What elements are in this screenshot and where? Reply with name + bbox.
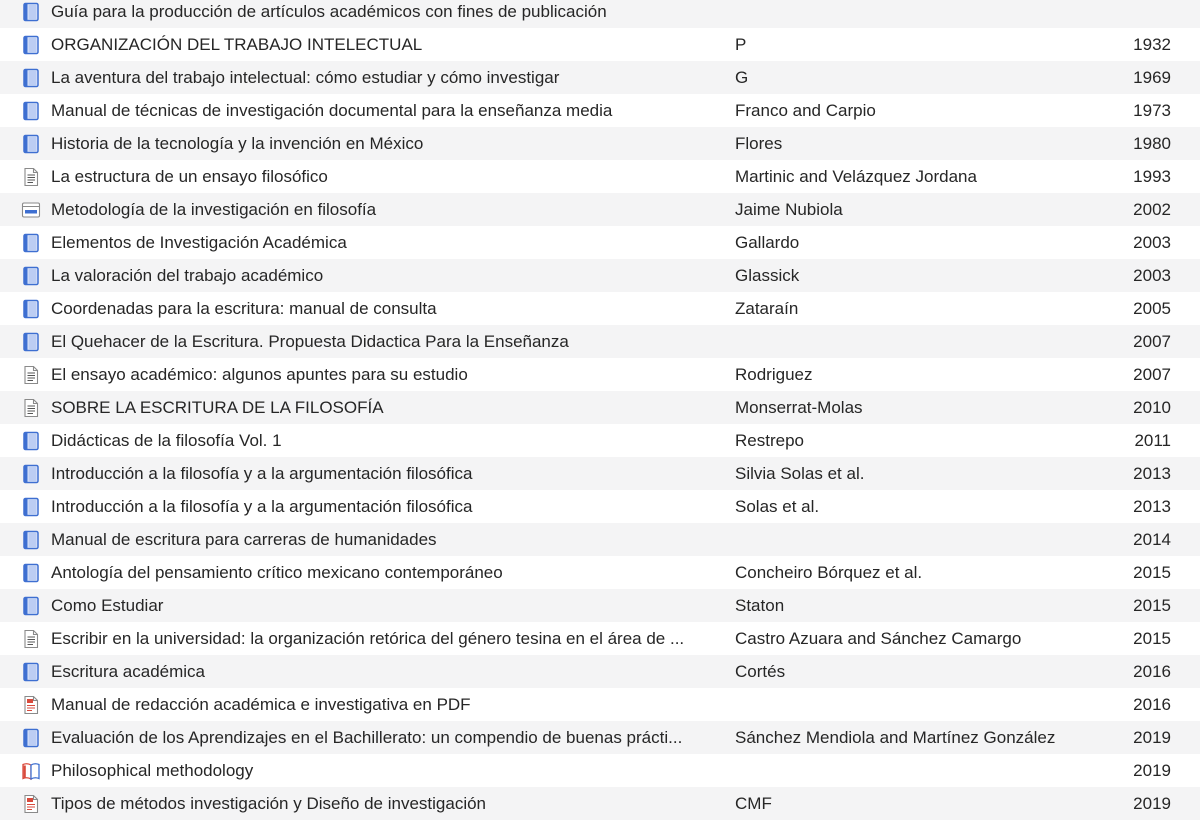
item-creator: Monserrat-Molas (735, 397, 863, 417)
item-year: 2003 (1133, 232, 1171, 252)
list-item[interactable] (0, 226, 1200, 259)
item-year: 2011 (1134, 430, 1171, 450)
item-title: Manual de redacción académica e investigativa en PDF (51, 694, 471, 714)
item-year: 2013 (1133, 463, 1171, 483)
book-icon (21, 233, 41, 253)
item-year: 2016 (1133, 694, 1171, 714)
item-title: Elementos de Investigación Académica (51, 232, 347, 252)
item-creator: CMF (735, 793, 772, 813)
item-creator: Restrepo (735, 430, 804, 450)
item-title: La estructura de un ensayo filosófico (51, 166, 328, 186)
list-item[interactable] (0, 292, 1200, 325)
item-title: Metodología de la investigación en filosofía (51, 199, 377, 219)
list-item[interactable] (0, 0, 1200, 28)
item-title: Didácticas de la filosofía Vol. 1 (51, 430, 282, 450)
list-item[interactable] (0, 787, 1200, 820)
item-creator: Glassick (735, 265, 800, 285)
list-item[interactable] (0, 589, 1200, 622)
item-creator: P (735, 34, 747, 54)
item-year: 1980 (1133, 133, 1171, 153)
item-creator: Zataraín (735, 298, 799, 318)
book-icon (21, 596, 41, 616)
item-title: Guía para la producción de artículos académicos con fines de publicación (51, 1, 607, 21)
item-creator: Solas et al. (735, 496, 820, 516)
document-icon (21, 365, 41, 385)
item-year: 1969 (1133, 67, 1171, 87)
list-item[interactable] (0, 61, 1200, 94)
item-creator: Gallardo (735, 232, 800, 252)
item-creator: Jaime Nubiola (735, 199, 843, 219)
item-year: 2005 (1133, 298, 1171, 318)
book-icon (21, 35, 41, 55)
book-icon (21, 332, 41, 352)
item-title: Introducción a la filosofía y a la argumentación filosófica (51, 496, 473, 516)
book-icon (21, 563, 41, 583)
list-item[interactable] (0, 457, 1200, 490)
book-icon (21, 134, 41, 154)
item-creator: Staton (735, 595, 785, 615)
list-item[interactable] (0, 193, 1200, 226)
pdf-icon (21, 794, 41, 814)
item-title: La valoración del trabajo académico (51, 265, 324, 285)
item-creator: Sánchez Mendiola and Martínez González (735, 727, 1056, 747)
item-creator: Castro Azuara and Sánchez Camargo (735, 628, 1022, 648)
list-item[interactable] (0, 28, 1200, 61)
item-title: Escribir en la universidad: la organización retórica del género tesina en el área de ... (51, 628, 685, 648)
item-year: 2015 (1133, 562, 1171, 582)
item-creator: Silvia Solas et al. (735, 463, 865, 483)
item-year: 2014 (1133, 529, 1171, 549)
list-item[interactable] (0, 688, 1200, 721)
pdf-icon (21, 695, 41, 715)
item-title: ORGANIZACIÓN DEL TRABAJO INTELECTUAL (51, 34, 423, 54)
list-item[interactable] (0, 754, 1200, 787)
book-section-icon (21, 761, 41, 781)
item-title: Escritura académica (51, 661, 206, 681)
item-creator: Rodriguez (735, 364, 813, 384)
item-title: Historia de la tecnología y la invención en México (51, 133, 424, 153)
webpage-icon (21, 200, 41, 220)
item-year: 2015 (1133, 628, 1171, 648)
book-icon (21, 530, 41, 550)
item-creator: Cortés (735, 661, 786, 681)
list-item[interactable] (0, 391, 1200, 424)
list-item[interactable] (0, 622, 1200, 655)
item-year: 2019 (1133, 793, 1171, 813)
item-title: Introducción a la filosofía y a la argumentación filosófica (51, 463, 473, 483)
book-icon (21, 68, 41, 88)
list-item[interactable] (0, 556, 1200, 589)
item-year: 2007 (1133, 364, 1171, 384)
book-icon (21, 497, 41, 517)
item-title: Tipos de métodos investigación y Diseño de investigación (51, 793, 487, 813)
item-year: 2002 (1133, 199, 1171, 219)
item-creator: G (735, 67, 749, 87)
list-item[interactable] (0, 127, 1200, 160)
item-year: 1993 (1133, 166, 1171, 186)
list-item[interactable] (0, 721, 1200, 754)
list-item[interactable] (0, 523, 1200, 556)
book-icon (21, 266, 41, 286)
item-title: El Quehacer de la Escritura. Propuesta Didactica Para la Enseñanza (51, 331, 569, 351)
item-title: Manual de técnicas de investigación documental para la enseñanza media (51, 100, 613, 120)
item-title: Coordenadas para la escritura: manual de consulta (51, 298, 437, 318)
item-year: 2016 (1133, 661, 1171, 681)
list-item[interactable] (0, 160, 1200, 193)
book-icon (21, 431, 41, 451)
item-creator: Flores (735, 133, 783, 153)
item-title: Como Estudiar (51, 595, 164, 615)
item-year: 2010 (1133, 397, 1171, 417)
item-year: 1973 (1133, 100, 1171, 120)
list-item[interactable] (0, 259, 1200, 292)
item-year: 2019 (1133, 760, 1171, 780)
item-year: 2003 (1133, 265, 1171, 285)
item-year: 2007 (1133, 331, 1171, 351)
list-item[interactable] (0, 94, 1200, 127)
item-creator: Concheiro Bórquez et al. (735, 562, 923, 582)
item-year: 2015 (1133, 595, 1171, 615)
list-item[interactable] (0, 490, 1200, 523)
list-item[interactable] (0, 358, 1200, 391)
list-item[interactable] (0, 325, 1200, 358)
book-icon (21, 464, 41, 484)
item-title: Manual de escritura para carreras de humanidades (51, 529, 437, 549)
item-title: El ensayo académico: algunos apuntes para su estudio (51, 364, 468, 384)
list-item[interactable] (0, 424, 1200, 457)
item-year: 2019 (1133, 727, 1171, 747)
item-title: Philosophical methodology (51, 760, 254, 780)
book-icon (21, 299, 41, 319)
item-title: Antología del pensamiento crítico mexicano contemporáneo (51, 562, 503, 582)
list-item[interactable] (0, 655, 1200, 688)
document-icon (21, 167, 41, 187)
document-icon (21, 398, 41, 418)
book-icon (21, 101, 41, 121)
item-title: SOBRE LA ESCRITURA DE LA FILOSOFÍA (51, 397, 384, 417)
item-creator: Martinic and Velázquez Jordana (735, 166, 977, 186)
item-creator: Franco and Carpio (735, 100, 876, 120)
item-year: 1932 (1133, 34, 1171, 54)
item-title: Evaluación de los Aprendizajes en el Bachillerato: un compendio de buenas prácti... (51, 727, 683, 747)
item-year: 2013 (1133, 496, 1171, 516)
item-title: La aventura del trabajo intelectual: cómo estudiar y cómo investigar (51, 67, 560, 87)
book-icon (21, 662, 41, 682)
document-icon (21, 629, 41, 649)
book-icon (21, 2, 41, 22)
book-icon (21, 728, 41, 748)
